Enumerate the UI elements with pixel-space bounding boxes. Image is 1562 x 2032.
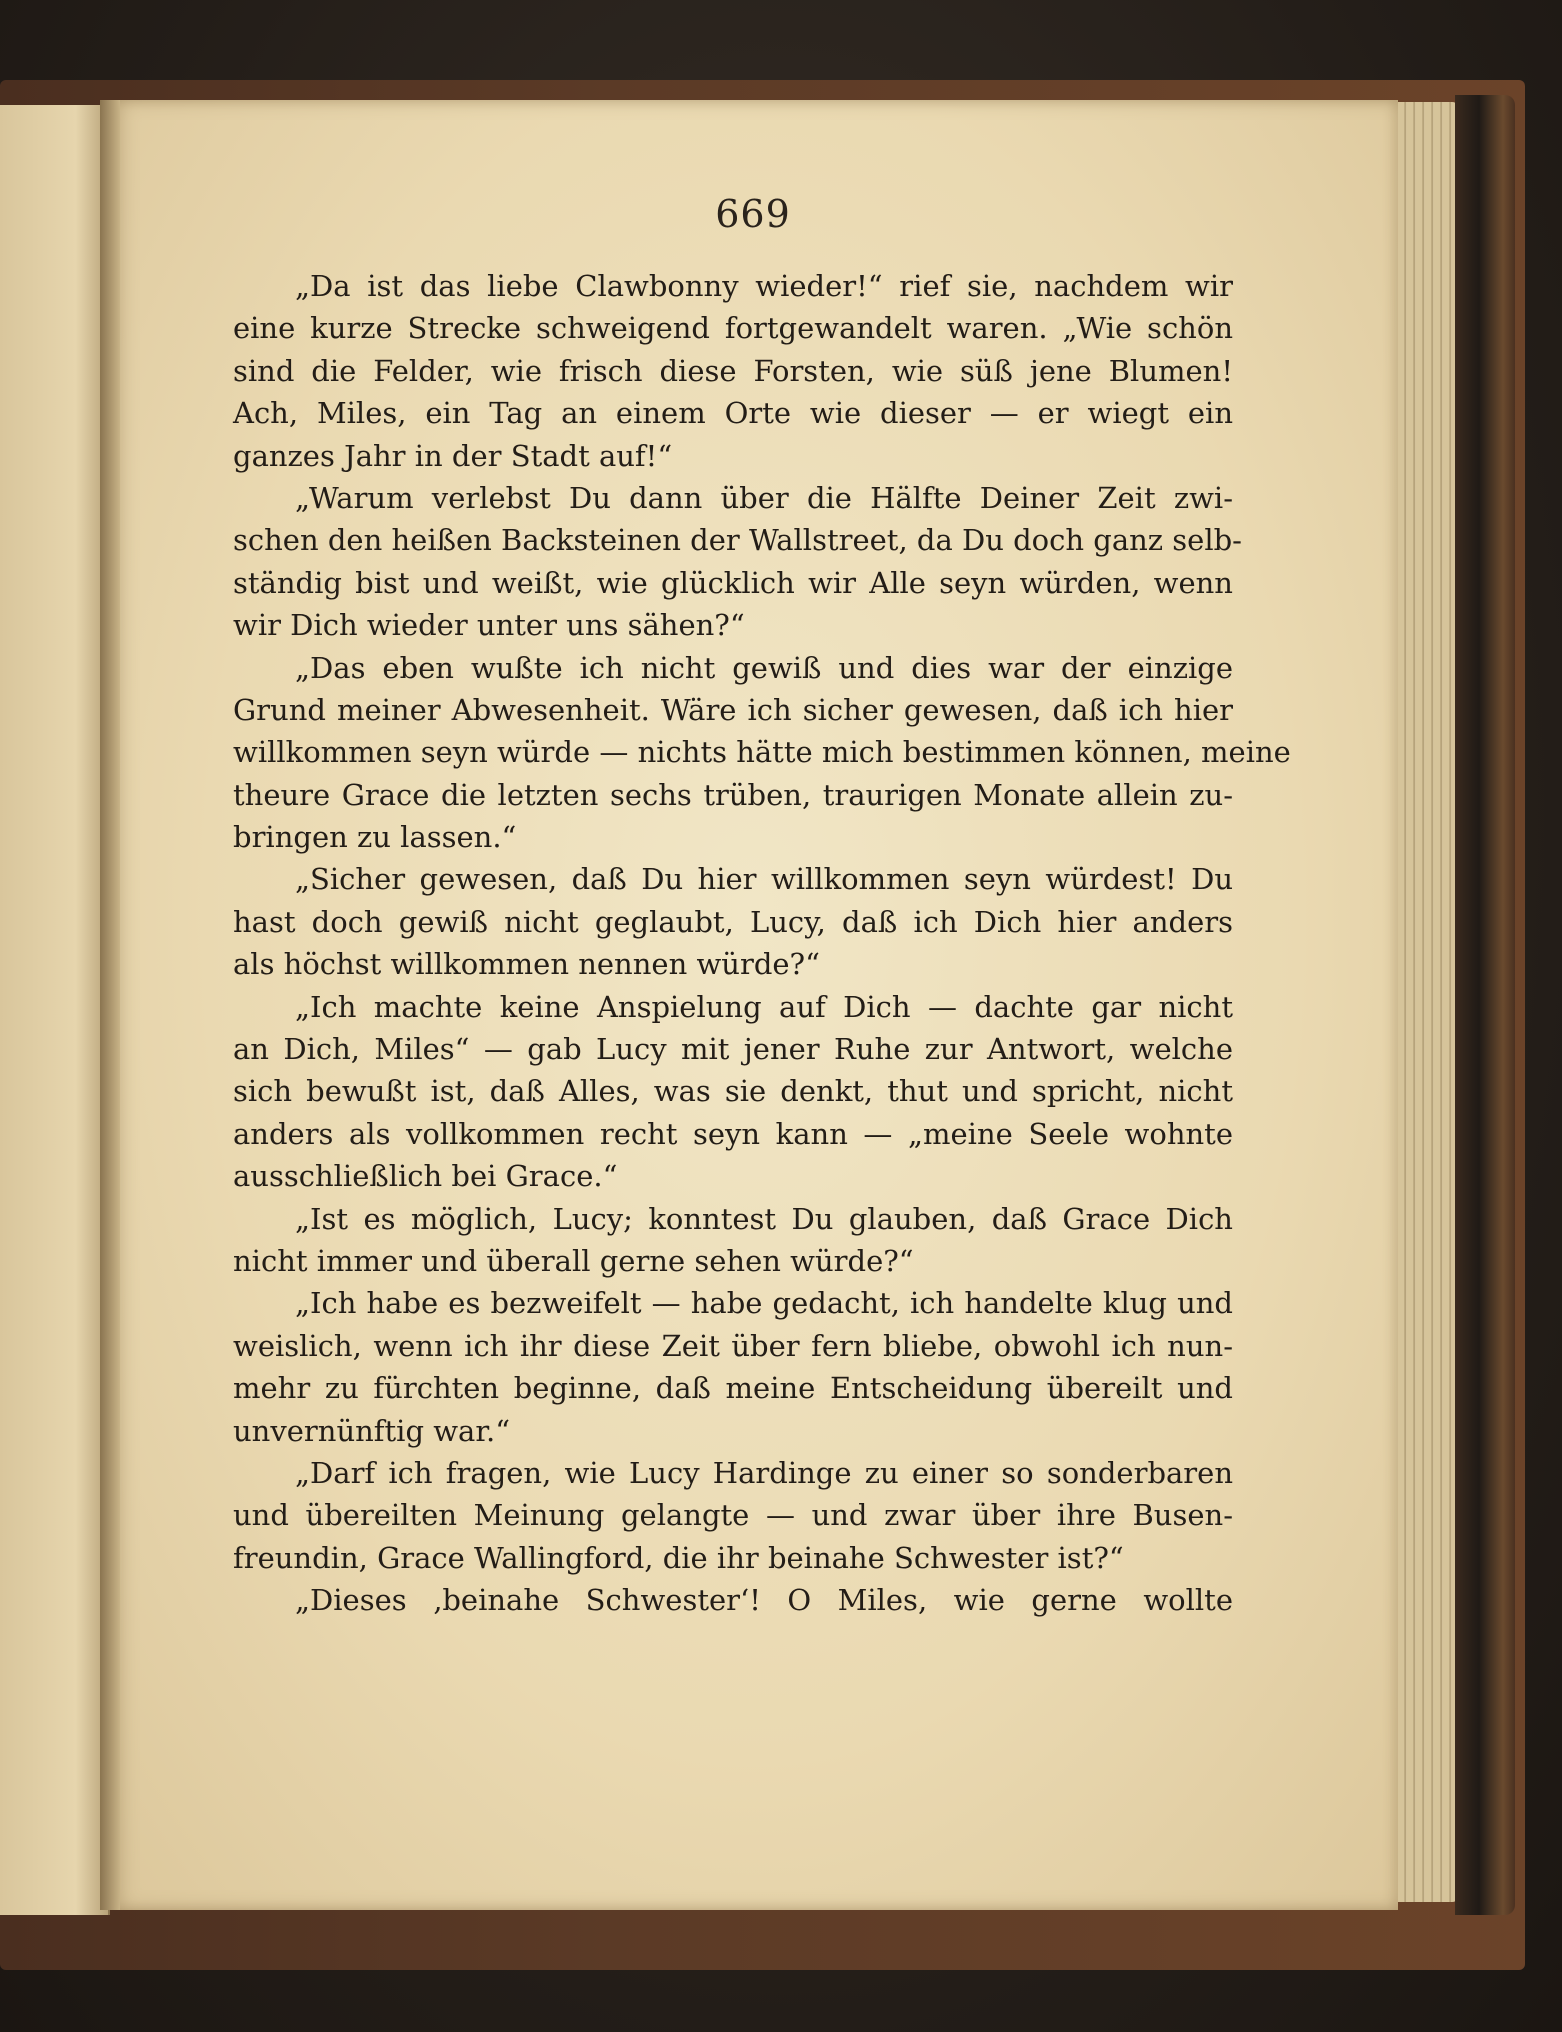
text-line: „Ist es möglich, Lucy; konntest Du glauben, daß Grace Dich <box>295 1201 1233 1236</box>
text-line: eine kurze Strecke schweigend fortgewandelt waren. „Wie schön <box>233 311 1233 346</box>
text-line: „Ich habe es bezweifelt — habe gedacht, ich handelte klug und <box>295 1286 1233 1321</box>
text-line: als höchst willkommen nennen würde?“ <box>233 947 820 982</box>
text-line: ständig bist und weißt, wie glücklich wir Alle seyn würden, wenn <box>233 565 1233 600</box>
text-line: Grund meiner Abwesenheit. Wäre ich sicher gewesen, daß ich hier <box>233 692 1233 727</box>
text-line: unvernünftig war.“ <box>233 1413 511 1448</box>
text-line: Ach, Miles, ein Tag an einem Orte wie dieser — er wiegt ein <box>233 396 1233 431</box>
text-line: bringen zu lassen.“ <box>233 820 517 855</box>
text-line: „Da ist das liebe Clawbonny wieder!“ rief sie, nachdem wir <box>295 269 1233 303</box>
text-line: weislich, wenn ich ihr diese Zeit über fern bliebe, obwohl ich nun- <box>233 1328 1233 1363</box>
text-line: hast doch gewiß nicht geglaubt, Lucy, daß ich Dich hier anders <box>233 904 1233 939</box>
text-line: theure Grace die letzten sechs trüben, traurigen Monate allein zu- <box>233 777 1233 812</box>
text-line: schen den heißen Backsteinen der Wallstreet, da Du doch ganz selb- <box>233 523 1242 558</box>
text-line: anders als vollkommen recht seyn kann — „meine Seele wohnte <box>233 1116 1233 1151</box>
text-line: „Darf ich fragen, wie Lucy Hardinge zu einer so sonderbaren <box>295 1455 1233 1490</box>
text-line: „Ich machte keine Anspielung auf Dich — dachte gar nicht <box>295 989 1233 1024</box>
page-number: 669 <box>715 192 791 236</box>
text-line: mehr zu fürchten beginne, daß meine Entscheidung übereilt und <box>233 1371 1233 1406</box>
text-line: sind die Felder, wie frisch diese Forsten, wie süß jene Blumen! <box>233 353 1233 388</box>
text-line: „Sicher gewesen, daß Du hier willkommen seyn würdest! Du <box>295 862 1233 897</box>
text-line: „Dieses ‚beinahe Schwester‘! O Miles, wie gerne wollte <box>295 1583 1233 1618</box>
text-line: wir Dich wieder unter uns sähen?“ <box>233 608 745 643</box>
text-line: sich bewußt ist, daß Alles, was sie denkt, thut und spricht, nicht <box>233 1074 1233 1109</box>
text-line: ganzes Jahr in der Stadt auf!“ <box>233 438 673 473</box>
text-line: und übereilten Meinung gelangte — und zwar über ihre Busen- <box>233 1498 1233 1533</box>
text-line: „Warum verlebst Du dann über die Hälfte Deiner Zeit zwi- <box>295 480 1233 515</box>
book-page <box>108 100 1398 1910</box>
body-text <box>233 265 1291 1622</box>
text-line: ausschließlich bei Grace.“ <box>233 1159 618 1194</box>
left-page-edge <box>0 105 110 1915</box>
text-line: freundin, Grace Wallingford, die ihr beinahe Schwester ist?“ <box>233 1540 1124 1575</box>
text-line: „Das eben wußte ich nicht gewiß und dies war der einzige <box>295 650 1233 685</box>
text-line: an Dich, Miles“ — gab Lucy mit jener Ruhe zur Antwort, welche <box>233 1032 1233 1067</box>
text-line: nicht immer und überall gerne sehen würde?“ <box>233 1243 914 1278</box>
text-line: willkommen seyn würde — nichts hätte mich bestimmen können, meine <box>233 735 1291 770</box>
book-binding-edge <box>1455 95 1515 1915</box>
page-gutter <box>100 100 120 1910</box>
